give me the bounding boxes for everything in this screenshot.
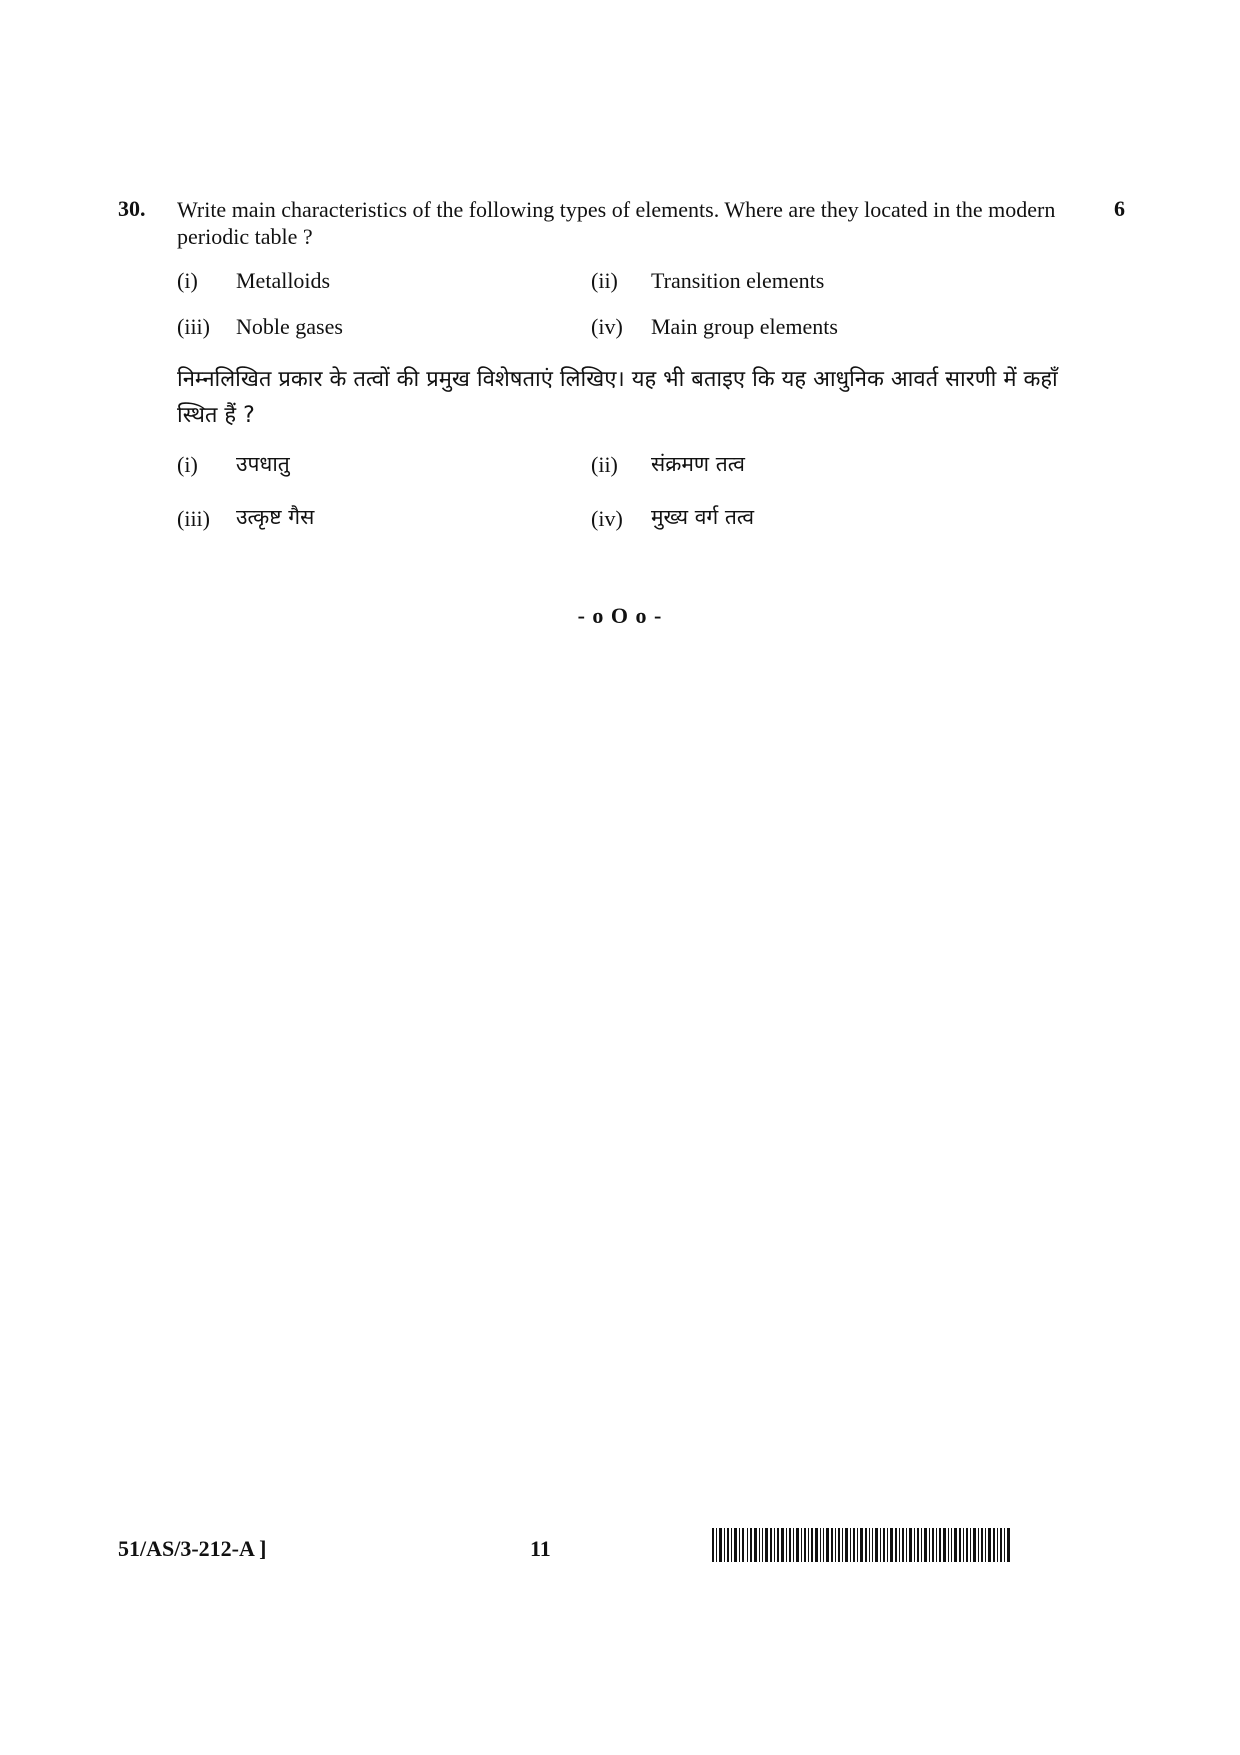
option-text-en-4: Main group elements (651, 314, 838, 339)
page-number: 11 (530, 1536, 551, 1561)
option-label-hi-4: (iv) (591, 506, 623, 531)
option-label-en-3: (iii) (177, 314, 210, 339)
option-label-en-2: (ii) (591, 268, 618, 293)
option-text-en-3: Noble gases (236, 314, 343, 339)
option-label-en-4: (iv) (591, 314, 623, 339)
question-marks: 6 (1114, 196, 1125, 221)
question-number: 30. (118, 196, 146, 221)
option-label-hi-2: (ii) (591, 452, 618, 477)
option-text-hi-4: मुख्य वर्ग तत्व (651, 505, 755, 529)
option-text-hi-3: उत्कृष्ट गैस (236, 505, 315, 529)
option-text-en-1: Metalloids (236, 268, 331, 293)
option-text-hi-1: उपधातु (236, 452, 290, 476)
option-text-en-2: Transition elements (651, 268, 825, 293)
paper-code: 51/AS/3-212-A ] (118, 1536, 267, 1561)
option-label-hi-3: (iii) (177, 506, 210, 531)
barcode-icon (712, 1528, 1012, 1562)
question-text-hindi: निम्नलिखित प्रकार के तत्वों की प्रमुख विशेषताएं लिखिए। यह भी बताइए कि यह आधुनिक आवर्त सारणी में कहाँ स्थित हैं ? (177, 367, 1058, 428)
option-label-en-1: (i) (177, 268, 198, 293)
end-of-paper-marker: - o O o - (577, 603, 663, 628)
option-text-hi-2: संक्रमण तत्व (651, 452, 745, 476)
option-label-hi-1: (i) (177, 452, 198, 477)
question-text-english: Write main characteristics of the following types of elements. Where are they located in the modern periodic table ? (177, 197, 1056, 249)
